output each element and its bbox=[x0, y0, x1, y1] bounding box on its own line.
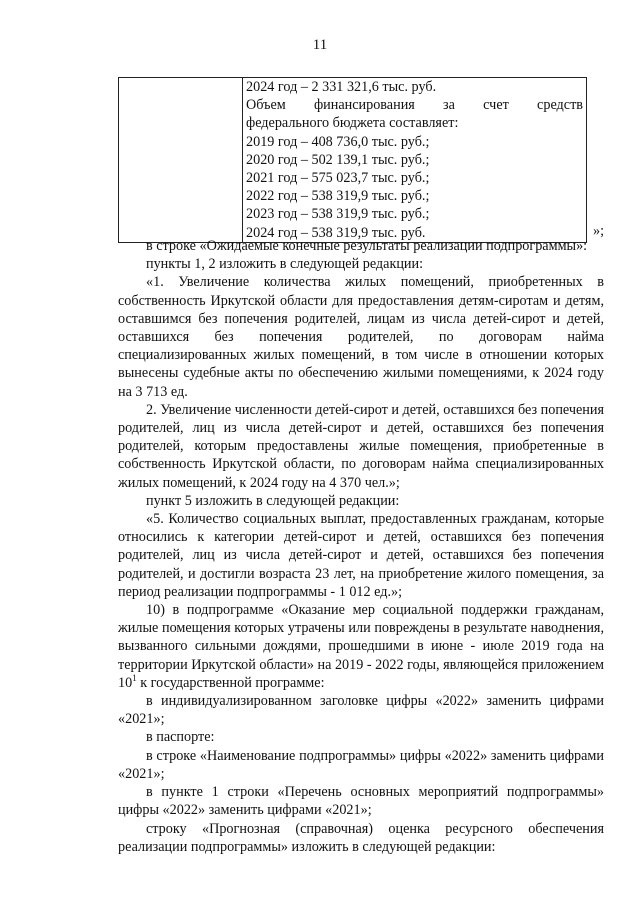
table-financing-cell bbox=[243, 78, 587, 243]
table-word: счет bbox=[483, 97, 509, 114]
table-line: 2024 год – 2 331 321,6 тыс. руб. bbox=[246, 79, 437, 95]
paragraph: в пункте 1 строки «Перечень основных мероприятий подпрограммы» цифры «2022» заменить цифрами «2021»; bbox=[118, 784, 604, 819]
table-word: средств bbox=[537, 97, 583, 114]
table-line: 2020 год – 502 139,1 тыс. руб.; bbox=[246, 151, 430, 168]
financing-table bbox=[118, 77, 587, 243]
superscript: 1 bbox=[132, 672, 137, 683]
table-line-justified bbox=[246, 96, 583, 114]
table-line: 2022 год – 538 319,9 тыс. руб.; bbox=[246, 188, 430, 205]
paragraph: 2. Увеличение численности детей-сирот и детей, оставшихся без попечения родителей, лиц из числа детей-сирот и детей, оставшихся без попечения родителей, которым предоставлены жилые помещения, приобретенные в собственность Иркутской области, по договорам найма специализированных жилых помещений, к 2024 году на 4 370 чел.»; bbox=[118, 401, 604, 491]
paragraph: в паспорте: bbox=[146, 729, 215, 746]
paragraph: в строке «Наименование подпрограммы» цифры «2022» заменить цифрами «2021»; bbox=[118, 747, 604, 782]
table-line: федерального бюджета составляет: bbox=[246, 115, 459, 132]
paragraph: в индивидуализированном заголовке цифры «2022» заменить цифрами «2021»; bbox=[118, 693, 604, 728]
table-word: Объем bbox=[246, 97, 286, 114]
paragraph: строку «Прогнозная (справочная) оценка ресурсного обеспечения реализации подпрограммы» изложить в следующей редакции: bbox=[118, 820, 604, 855]
page-number: 11 bbox=[312, 37, 328, 53]
table-line: 2023 год – 538 319,9 тыс. руб.; bbox=[246, 206, 430, 223]
paragraph: «1. Увеличение количества жилых помещений, приобретенных в собственность Иркутской области для предоставления детям-сиротам и детям, оставшимся без попечения родителей, лицам из числа детей-сирот и детей, оставшихся без попечения родителей, по договорам найма специализированных жилых помещений, в том числе в отношении которых вынесены судебные акты по обеспечению жилыми помещениями, к 2024 году на 3 713 ед. bbox=[118, 274, 604, 400]
table-closing-quote: »; bbox=[593, 223, 605, 239]
table-empty-cell bbox=[119, 78, 243, 243]
table-line: 2019 год – 408 736,0 тыс. руб.; bbox=[246, 133, 430, 150]
paragraph-text: 10) в подпрограмме «Оказание мер социальной поддержки гражданам, жилые помещения которых утрачены или повреждены в результате наводнения, вызванного сильными дождями, прошедшими в июне - июле 2019 года на территории Иркутской области» на 2019 - 2022 годы, являющейся приложением 10 bbox=[118, 602, 604, 691]
table-line: 2024 год – 538 319,9 тыс. руб. bbox=[246, 224, 426, 241]
paragraph-text: к государственной программе: bbox=[136, 674, 325, 691]
table-word: за bbox=[443, 97, 455, 114]
paragraph: пункт 5 изложить в следующей редакции: bbox=[146, 492, 400, 509]
paragraph-with-superscript bbox=[118, 601, 604, 692]
table-word: финансирования bbox=[313, 97, 415, 114]
paragraph: «5. Количество социальных выплат, предоставленных гражданам, которые относились к категории детей-сирот и детей, оставшихся без попечения родителей, лиц из числа детей-сирот и детей, оставшихся без попечения родителей, и достигли возраста 23 лет, на приобретение жилого помещения, за период реализации подпрограммы - 1 012 ед.»; bbox=[118, 511, 604, 600]
paragraph: пункты 1, 2 изложить в следующей редакции: bbox=[146, 256, 424, 273]
document-body bbox=[118, 237, 604, 856]
paragraph: в строке «Ожидаемые конечные результаты реализации подпрограммы»: bbox=[146, 238, 588, 254]
table-line: 2021 год – 575 023,7 тыс. руб.; bbox=[246, 170, 430, 187]
